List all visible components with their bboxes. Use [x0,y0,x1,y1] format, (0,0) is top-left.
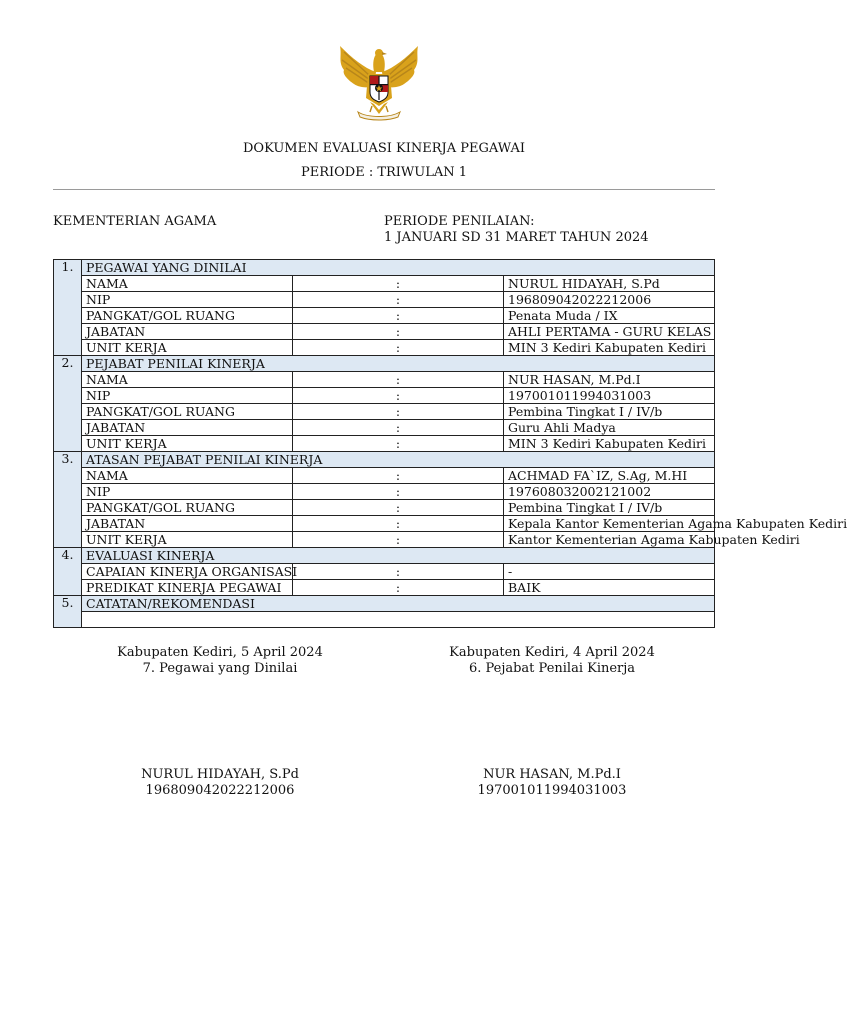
table-row [54,484,715,500]
signature-right [422,645,682,677]
section-title: PEJABAT PENILAI KINERJA [82,356,715,372]
signature-right-place-date: Kabupaten Kediri, 4 April 2024 [449,645,655,660]
field-label: JABATAN [82,516,293,532]
field-value: Pembina Tingkat I / IV/b [504,404,715,420]
field-separator: : [293,276,504,292]
section-title: EVALUASI KINERJA [82,548,715,564]
field-separator: : [293,372,504,388]
signature-left-nip: 196809042022212006 [145,783,295,798]
table-row [54,612,715,628]
field-label: JABATAN [82,420,293,436]
section-number: 3. [54,452,82,548]
table-row [54,308,715,324]
field-separator: : [293,324,504,340]
field-separator: : [293,340,504,356]
field-value: Guru Ahli Madya [504,420,715,436]
field-separator: : [293,420,504,436]
section-title: PEGAWAI YANG DINILAI [82,260,715,276]
evaluation-form-table [53,259,847,628]
field-separator: : [293,292,504,308]
evaluation-period [384,214,649,246]
field-value: ACHMAD FA`IZ, S.Ag, M.HI [504,468,715,484]
field-label: JABATAN [82,324,293,340]
field-separator: : [293,436,504,452]
field-value: MIN 3 Kediri Kabupaten Kediri [504,340,715,356]
field-value: Kantor Kementerian Agama Kabupaten Kediri [504,532,715,548]
field-value: NURUL HIDAYAH, S.Pd [504,276,715,292]
section-number: 2. [54,356,82,452]
field-value: BAIK [504,580,715,596]
signature-left [90,645,350,677]
field-separator: : [293,564,504,580]
section-header-row [54,356,715,372]
table-row [54,324,715,340]
header-divider [53,189,715,190]
field-label: NIP [82,292,293,308]
field-separator: : [293,484,504,500]
table-row [54,420,715,436]
section-number: 1. [54,260,82,356]
field-label: UNIT KERJA [82,340,293,356]
table-row [54,580,715,596]
field-separator: : [293,468,504,484]
table-row [54,404,715,420]
field-separator: : [293,404,504,420]
field-value: Kepala Kantor Kementerian Agama Kabupaten Kediri [504,516,715,532]
ministry-name: KEMENTERIAN AGAMA [53,214,217,229]
section-header-row [54,596,715,612]
field-separator: : [293,500,504,516]
table-row [54,340,715,356]
table-row [54,564,715,580]
field-value: 196809042022212006 [504,292,715,308]
signature-right-name: NUR HASAN, M.Pd.I [483,767,621,782]
field-value: AHLI PERTAMA - GURU KELAS [504,324,715,340]
section-number: 5. [54,596,82,628]
section-header-row [54,452,715,468]
field-label: PREDIKAT KINERJA PEGAWAI [82,580,293,596]
field-label: PANGKAT/GOL RUANG [82,308,293,324]
field-separator: : [293,580,504,596]
section-header-row [54,548,715,564]
signature-right-nip: 197001011994031003 [477,783,627,798]
section-number: 4. [54,548,82,596]
field-label: NIP [82,484,293,500]
field-separator: : [293,388,504,404]
table-row [54,532,715,548]
document-title: DOKUMEN EVALUASI KINERJA PEGAWAI [243,141,525,156]
field-value: NUR HASAN, M.Pd.I [504,372,715,388]
document-period: PERIODE : TRIWULAN 1 [300,165,468,180]
field-value: 197001011994031003 [504,388,715,404]
evaluation-period-range: 1 JANUARI SD 31 MARET TAHUN 2024 [384,230,649,245]
field-label: PANGKAT/GOL RUANG [82,404,293,420]
signature-right-role: 6. Pejabat Penilai Kinerja [468,661,636,676]
signature-right-signee [422,767,682,799]
table-row [54,500,715,516]
field-separator: : [293,532,504,548]
section-title: CATATAN/REKOMENDASI [82,596,715,612]
field-value: 197608032002121002 [504,484,715,500]
table-row [54,292,715,308]
field-label: UNIT KERJA [82,532,293,548]
section-header-row [54,260,715,276]
garuda-emblem-graphic [334,42,424,122]
field-label: PANGKAT/GOL RUANG [82,500,293,516]
field-label: NAMA [82,372,293,388]
field-value: - [504,564,715,580]
table-row [54,388,715,404]
table-row [54,516,715,532]
signature-left-place-date: Kabupaten Kediri, 5 April 2024 [117,645,323,660]
signature-left-name: NURUL HIDAYAH, S.Pd [141,767,299,782]
field-label: NAMA [82,468,293,484]
field-value: Penata Muda / IX [504,308,715,324]
evaluation-period-label: PERIODE PENILAIAN: [384,214,535,229]
field-value: MIN 3 Kediri Kabupaten Kediri [504,436,715,452]
garuda-emblem-icon [334,42,424,122]
section-title: ATASAN PEJABAT PENILAI KINERJA [82,452,715,468]
signature-left-signee [90,767,350,799]
field-label: CAPAIAN KINERJA ORGANISASI [82,564,293,580]
field-separator: : [293,516,504,532]
table-row [54,372,715,388]
field-label: NIP [82,388,293,404]
table-row [54,436,715,452]
table-row [54,468,715,484]
field-label: UNIT KERJA [82,436,293,452]
field-value: Pembina Tingkat I / IV/b [504,500,715,516]
field-separator: : [293,308,504,324]
field-label: NAMA [82,276,293,292]
signature-left-role: 7. Pegawai yang Dinilai [142,661,298,676]
notes-cell [82,612,715,628]
table-row [54,276,715,292]
